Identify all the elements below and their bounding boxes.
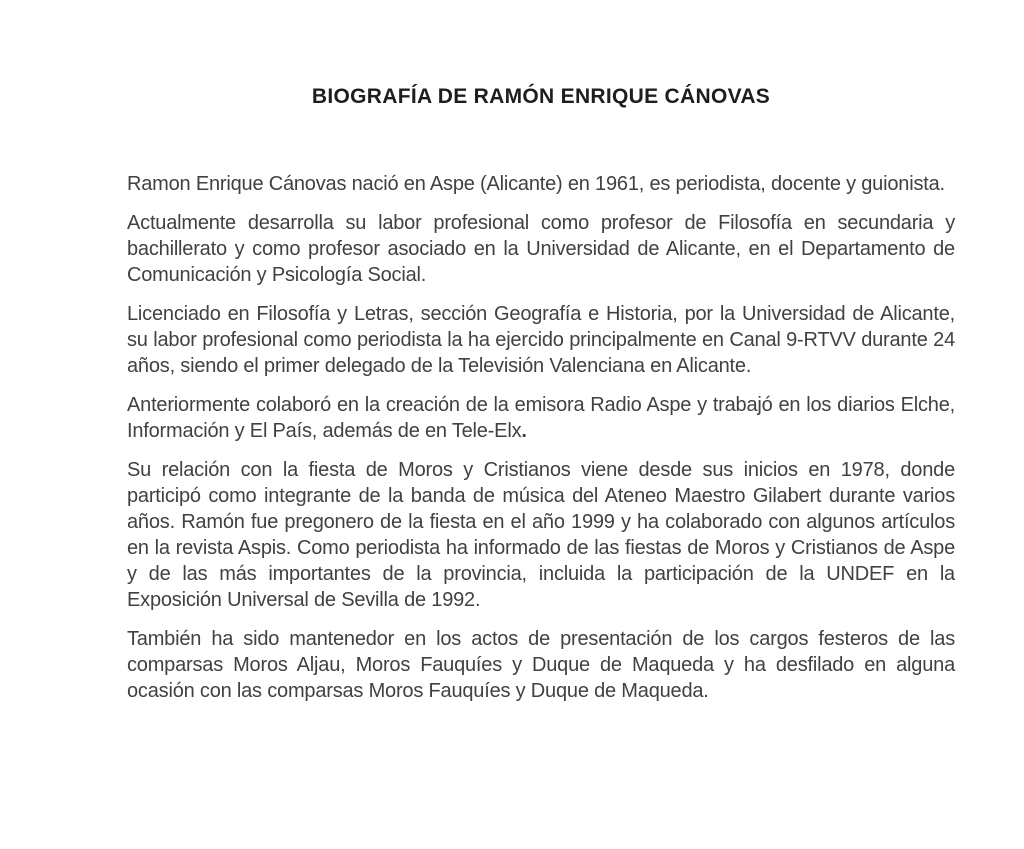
document-page — [0, 84, 1024, 849]
paragraph-earlier-work — [127, 392, 955, 444]
paragraph-current-work — [127, 210, 955, 288]
document-body — [127, 84, 955, 704]
paragraph-mantenedor — [127, 626, 955, 704]
paragraph-bio-intro — [127, 171, 955, 197]
paragraph-fiesta-relation — [127, 457, 955, 613]
paragraph-text: Anteriormente colaboró en la creación de la emisora Radio Aspe y trabajó en los diarios Elche, Información y El País, además de en Tele-Elx — [127, 394, 955, 443]
paragraph-text: Su relación con la fiesta de Moros y Cristianos viene desde sus inicios en 1978, donde participó como integrante de la banda de música del Ateneo Maestro Gilabert durante varios años. Ramón fue pregonero de la fiesta en el año 1999 y ha colaborado con algunos artículos en la revista Aspis. Como periodista ha informado de las fiestas de Moros y Cristianos de Aspe y de las más importantes de la provincia, incluida la participación de la UNDEF en la Exposición Universal de Sevilla de 1992. — [127, 459, 955, 612]
page-title: BIOGRAFÍA DE RAMÓN ENRIQUE CÁNOVAS — [311, 85, 771, 108]
paragraph-bold-suffix: . — [521, 420, 527, 443]
paragraph-text: Licenciado en Filosofía y Letras, sección Geografía e Historia, por la Universidad de Alicante, su labor profesional como periodista la ha ejercido principalmente en Canal 9-RTVV durante 24 años, siendo el primer delegado de la Televisión Valenciana en Alicante. — [127, 303, 955, 378]
paragraph-text: Ramon Enrique Cánovas nació en Aspe (Alicante) en 1961, es periodista, docente y guionista. — [127, 173, 945, 196]
paragraph-text: Actualmente desarrolla su labor profesional como profesor de Filosofía en secundaria y bachillerato y como profesor asociado en la Universidad de Alicante, en el Departamento de Comunicación y Psicología Social. — [127, 212, 955, 287]
paragraph-education-career — [127, 301, 955, 379]
paragraph-text: También ha sido mantenedor en los actos de presentación de los cargos festeros de las comparsas Moros Aljau, Moros Fauquíes y Duque de Maqueda y ha desfilado en alguna ocasión con las comparsas Moros Fauquíes y Duque de Maqueda. — [127, 628, 955, 703]
